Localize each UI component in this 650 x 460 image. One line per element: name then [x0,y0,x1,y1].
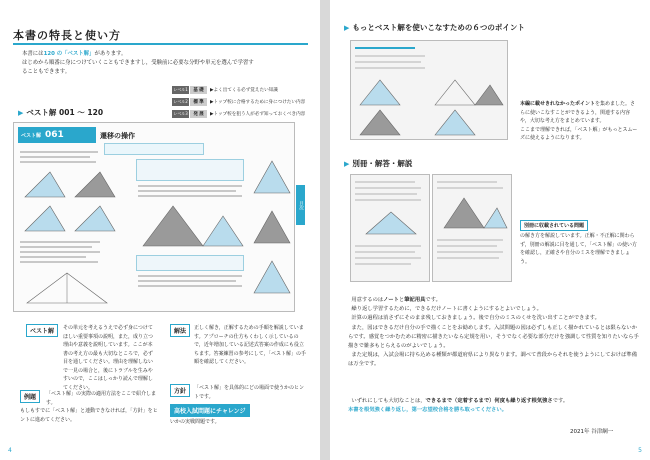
thumb-line [355,263,411,265]
text-line [20,261,98,263]
text-line [138,285,242,287]
page-title: 本書の特長と使い方 [13,29,121,42]
thumb-line [355,187,421,189]
text-line [20,151,98,153]
text-line [20,161,96,163]
closing-emph-notebook: ノート [383,297,399,303]
closing-p4: また，図はできるだけ自分の手で描くことをお勧めします。入試問題の図は必ずしも正しく描かれているとは限らないからです。感覚をつかむために精密に描きたいなら定規を用い，そうでなく必要な部分だけを強調して性質を知りたいなら手描きで雑多もとらえるのがよいでしょう。 [348,324,639,350]
best-chip: ベスト解 [26,324,58,337]
example-chip: 例題 [20,390,40,403]
left-page [0,0,320,460]
section-heading-text: もっとベスト解を使いこなすための６つのポイント [352,23,525,32]
text-line [20,241,100,243]
page-number-left: 4 [8,447,12,454]
example-description [46,390,158,407]
thumb-line [355,251,415,253]
chevron-icon: ▶ [18,108,24,117]
level-tag: 基 礎 [190,86,207,94]
closing-p2: 繰り返し学習するために，できるだけノートに書くようにするとよいでしょう。 [351,306,542,313]
thumb-line [437,245,497,247]
intro-line2: はじめから順番に身につけていくこともできますし，受験前に必要な分野や単元を選んで学習す [22,60,254,66]
example-followup: もしもすでに「ベスト解」と連動できなければ，「方針」をヒントに進めてください。 [20,408,158,423]
intro-line1-a: 本書には [22,51,44,57]
best-description: その単元を考えるうえで必ず身につけてほしい重要事項の説明，また，成り立つ理由や意義を説明しています。ここが本書の考え方の最も大切なところで，必ず目を通してください。理由を理解しないで一見の場合と，後にトラブルを生みやすいので，ここはしっかり読んで理解してください。 [63,325,154,391]
sample-diagrams-right [250,153,294,303]
closing-final-c: です。 [552,398,569,404]
text-line [138,275,242,277]
section-heading-best [18,107,103,118]
policy-chip: 方針 [170,384,190,397]
answers-page-thumbnail-2 [432,174,512,282]
intro-line3: ることもできます。 [22,69,71,75]
level-desc: ▶よく出てくる必ず覚えたい知識 [210,88,278,93]
intro-highlight: 120 の「ベスト解」 [43,51,95,57]
level-desc: ▶トップ校を狙う人が必ず知っておくべき内容 [210,112,306,117]
points-diagrams [355,75,505,137]
thumb-line [437,181,497,183]
text-line [138,185,242,187]
section-heading-text: ベスト解 001 ～ 120 [26,108,104,117]
text-line [138,190,236,192]
thumb-line [437,251,503,253]
level-label: レベル3 [173,111,188,116]
solution-description: 正しく解き，正解するための手順を解説しています。アプローチの仕方もくわしく示しているので，近年増加している記述式答案の作成にも役立ちます。答案練習の参考にして，「ベスト解」の手順を確認してください。 [194,325,307,365]
closing-final-emph: できるまで（定着するまで）何度も繰り返す根気強さ [425,398,553,404]
closing-text-a: 用意するのは [351,297,384,303]
closing-emph-tools: 筆記用具 [404,297,426,303]
closing-final [348,397,640,415]
thumb-line [437,257,499,259]
sample-number: 061 [45,130,64,140]
challenge-description: いかの実戦問題です。 [170,419,220,425]
answers-diagram [361,209,421,239]
side-index-tab: 目次 [296,185,305,225]
section-heading-points [344,22,525,33]
points-emph: 本編に載せきれなかったポイント [520,101,596,107]
thumb-line [355,193,417,195]
thumb-line [355,67,425,69]
thumb-line [355,257,421,259]
points-description [520,100,638,143]
points-text-2: ここまで理解できれば，「ベスト解」がもっとスムーズに使えるようになります。 [520,126,638,141]
chevron-icon: ▶ [344,23,350,32]
closing-text-c: と [398,297,405,303]
example-text-a: 「ベスト解」の実際の適用方法をここで紹介 [46,391,147,397]
thumb-line [355,245,421,247]
answers-page-thumbnail-1 [350,174,430,282]
level-label: レベル2 [173,99,188,104]
points-page-thumbnail [350,40,508,140]
text-line [20,246,92,248]
title-underline [13,43,308,45]
text-line [20,156,90,158]
sample-callout [104,143,204,155]
level-row [172,97,305,107]
text-line [138,280,236,282]
closing-p5: また定規は，入試会場に持ち込める種類が都道府県により異なります。調べて普段からそれを使うようにしておけば準備は万全です。 [348,352,637,368]
page-number-right: 5 [638,447,642,454]
signature: 2021年 谷津綱一 [570,429,614,435]
thumb-line [355,47,415,49]
example-box-thumb [136,159,244,181]
section-heading-text: 別冊・解答・解説 [352,159,413,168]
thumb-line [437,239,503,241]
challenge-chip: 高校入試問題にチャレンジ [170,404,250,417]
text-line [20,251,100,253]
closing-p3: 計算の過程は消さずにそのまま残しておきましょう。後で自分のミスのくせを洗い出すことができます。 [351,315,600,322]
intro-text [22,50,312,77]
answers-description: の解き方を解説しています。正解・不正解に関わらず，別冊の解説に目を通して，「ベスト解」の使い方を確認し，正確さや自分のミスを理解できましょう。 [520,233,638,265]
level-label: レベル1 [173,87,188,92]
sample-diagrams [20,167,130,235]
closing-text [348,296,640,370]
level-tag: 発 展 [190,110,207,118]
level-row [172,109,305,119]
thumb-line [437,187,503,189]
intro-line1-c: があります。 [94,51,127,57]
level-tag: 標 準 [190,98,207,106]
right-page [330,0,650,460]
answers-chip: 別冊に収載されている問題 [520,220,588,231]
answers-diagram [439,193,509,233]
thumb-line [355,199,421,201]
closing-final-highlight: 本書を根気強く繰り返し，第一志望校合格を勝ち取ってください。 [348,407,507,414]
challenge-box-thumb [136,255,244,271]
closing-final-a: いずれにしても大切なことは， [351,398,426,404]
sample-title: 遷移の操作 [100,132,135,140]
example-text-b: します。 [46,391,157,406]
chevron-icon: ▶ [344,159,350,168]
policy-description: 「ベスト解」を具体的にどの場面で使うかのヒントです。 [194,385,305,400]
level-row [172,85,305,95]
level-desc: ▶トップ校に合格するために身につけたい内容 [210,100,306,105]
thumb-line [355,55,425,57]
solution-chip: 解法 [170,324,190,337]
sample-page-thumbnail [13,122,295,312]
best-label-small: ベスト解 [21,132,42,139]
points-text: を集めました。さらに使いこなすことができるよう，関連する内容や，大切な考え方をまとめています。 [520,101,636,124]
thumb-line [355,181,415,183]
sample-diagrams-mid [138,201,248,251]
text-line [138,195,242,197]
section-heading-answers [344,158,412,169]
sample-number-badge [18,127,96,143]
thumb-line [355,61,421,63]
text-line [20,256,86,258]
sample-diagram-bottom [22,268,112,308]
closing-text-e: です。 [425,297,441,303]
